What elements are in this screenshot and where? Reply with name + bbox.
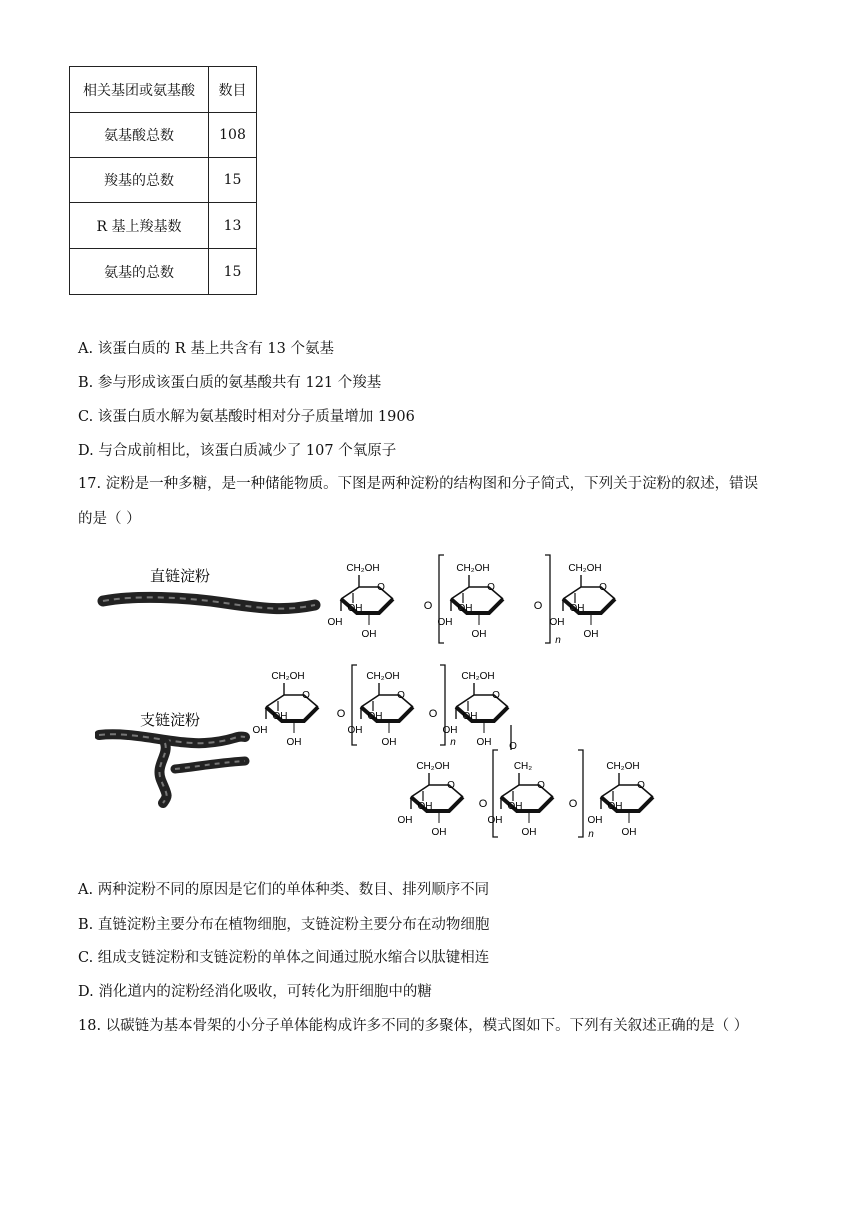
oh-label: OH	[286, 737, 302, 748]
oh-label: OH	[397, 815, 413, 826]
table-row	[70, 249, 257, 295]
table-row	[70, 158, 257, 203]
oh-label: OH	[471, 629, 487, 640]
oh-label: OH	[417, 801, 433, 812]
glucose-ring	[588, 761, 654, 838]
ring-oxygen-label: O	[302, 690, 310, 701]
oh-label: OH	[457, 603, 473, 614]
repeat-n-label: n	[588, 829, 594, 840]
glycosidic-oxygen-label: O	[478, 798, 488, 810]
repeat-n-label: n	[555, 635, 561, 646]
ch2oh-label: CH₂OH	[271, 671, 305, 682]
bracket-left	[439, 555, 444, 643]
table-header-cell: 相关基团或氨基酸	[70, 67, 209, 113]
ch2oh-label: CH₂OH	[456, 563, 490, 574]
bracket-right	[545, 555, 550, 643]
table-row	[70, 113, 257, 158]
branch-oxygen-label: O	[509, 741, 517, 752]
glycosidic-oxygen-label: O	[568, 798, 578, 810]
ch2oh-label: CH₂OH	[568, 563, 602, 574]
ring-oxygen-label: O	[447, 780, 455, 791]
oh-label: OH	[583, 629, 599, 640]
oh-label: OH	[442, 725, 458, 736]
table-cell: 13	[209, 203, 257, 249]
oh-label: OH	[431, 827, 447, 838]
table-cell: 15	[209, 249, 257, 295]
glucose-ring	[438, 563, 504, 640]
oh-label: OH	[272, 711, 288, 722]
table-cell: 15	[209, 158, 257, 203]
oh-label: OH	[347, 603, 363, 614]
oh-label: OH	[367, 711, 383, 722]
oh-label: OH	[437, 617, 453, 628]
oh-label: OH	[521, 827, 537, 838]
q16-option-b: B. 参与形成该蛋白质的氨基酸共有 121 个羧基	[78, 375, 382, 391]
amylose-label: 直链淀粉	[150, 567, 211, 585]
starch-structure-figure	[95, 545, 695, 850]
starch-structure-svg	[95, 545, 695, 850]
amylopectin-label: 支链淀粉	[140, 711, 201, 729]
glycosidic-oxygen-label: O	[533, 600, 543, 612]
oh-label: OH	[549, 617, 565, 628]
ring-oxygen-label: O	[377, 582, 385, 593]
ch2oh-label: CH₂OH	[366, 671, 400, 682]
ring-oxygen-label: O	[492, 690, 500, 701]
oh-label: OH	[621, 827, 637, 838]
q17-stem-line2: 的是（ ）	[78, 511, 141, 527]
ring-oxygen-label: O	[487, 582, 495, 593]
ch2oh-label: CH₂OH	[461, 671, 495, 682]
q17-option-b: B. 直链淀粉主要分布在植物细胞，支链淀粉主要分布在动物细胞	[78, 917, 490, 933]
oh-label: OH	[476, 737, 492, 748]
amylose-helix-illustration	[103, 597, 315, 608]
oh-label: OH	[381, 737, 397, 748]
glycosidic-oxygen-label: O	[428, 708, 438, 720]
q17-option-a: A. 两种淀粉不同的原因是它们的单体种类、数目、排列顺序不同	[78, 882, 490, 898]
oh-label: OH	[507, 801, 523, 812]
amylopectin-helix-illustration	[99, 734, 245, 803]
oh-label: OH	[607, 801, 623, 812]
q18-stem: 18. 以碳链为基本骨架的小分子单体能构成许多不同的多聚体，模式图如下。下列有关叙述正确的是（ ）	[78, 1018, 749, 1034]
ch2oh-label: CH₂OH	[346, 563, 380, 574]
glucose-ring	[253, 671, 319, 748]
table-cell: 108	[209, 113, 257, 158]
table-header-cell: 数目	[209, 67, 257, 113]
ch2oh-label: CH₂OH	[416, 761, 450, 772]
table-cell: 氨基酸总数	[70, 113, 209, 158]
repeat-n-label: n	[450, 737, 456, 748]
oh-label: OH	[569, 603, 585, 614]
oh-label: OH	[462, 711, 478, 722]
ch2oh-label: CH₂	[513, 761, 533, 772]
ring-oxygen-label: O	[397, 690, 405, 701]
glucose-ring	[328, 563, 394, 640]
q17-option-c: C. 组成支链淀粉和支链淀粉的单体之间通过脱水缩合以肽键相连	[78, 950, 490, 966]
table-row	[70, 203, 257, 249]
oh-label: OH	[347, 725, 363, 736]
amino-acid-table	[69, 66, 257, 295]
oh-label: OH	[361, 629, 377, 640]
ch2oh-label: CH₂OH	[606, 761, 640, 772]
glucose-ring	[488, 761, 554, 838]
ring-oxygen-label: O	[599, 582, 607, 593]
oh-label: OH	[252, 725, 268, 736]
table-cell: R 基上羧基数	[70, 203, 209, 249]
q17-option-d: D. 消化道内的淀粉经消化吸收，可转化为肝细胞中的糖	[78, 984, 432, 1000]
oh-label: OH	[587, 815, 603, 826]
glycosidic-oxygen-label: O	[423, 600, 433, 612]
ring-oxygen-label: O	[637, 780, 645, 791]
q16-option-a: A. 该蛋白质的 R 基上共含有 13 个氨基	[78, 341, 334, 357]
oh-label: OH	[327, 617, 343, 628]
table-cell: 羧基的总数	[70, 158, 209, 203]
bracket-right	[578, 750, 583, 837]
glucose-ring	[398, 761, 464, 838]
glucose-ring	[550, 563, 616, 640]
q17-stem-line1: 17. 淀粉是一种多糖，是一种储能物质。下图是两种淀粉的结构图和分子简式，下列关于淀粉的叙述，错误	[78, 476, 759, 492]
q16-option-d: D. 与合成前相比，该蛋白质减少了 107 个氧原子	[78, 443, 397, 459]
table-cell: 氨基的总数	[70, 249, 209, 295]
glycosidic-oxygen-label: O	[336, 708, 346, 720]
glucose-ring	[348, 671, 414, 748]
oh-label: OH	[487, 815, 503, 826]
q16-option-c: C. 该蛋白质水解为氨基酸时相对分子质量增加 1906	[78, 409, 415, 425]
ring-oxygen-label: O	[537, 780, 545, 791]
